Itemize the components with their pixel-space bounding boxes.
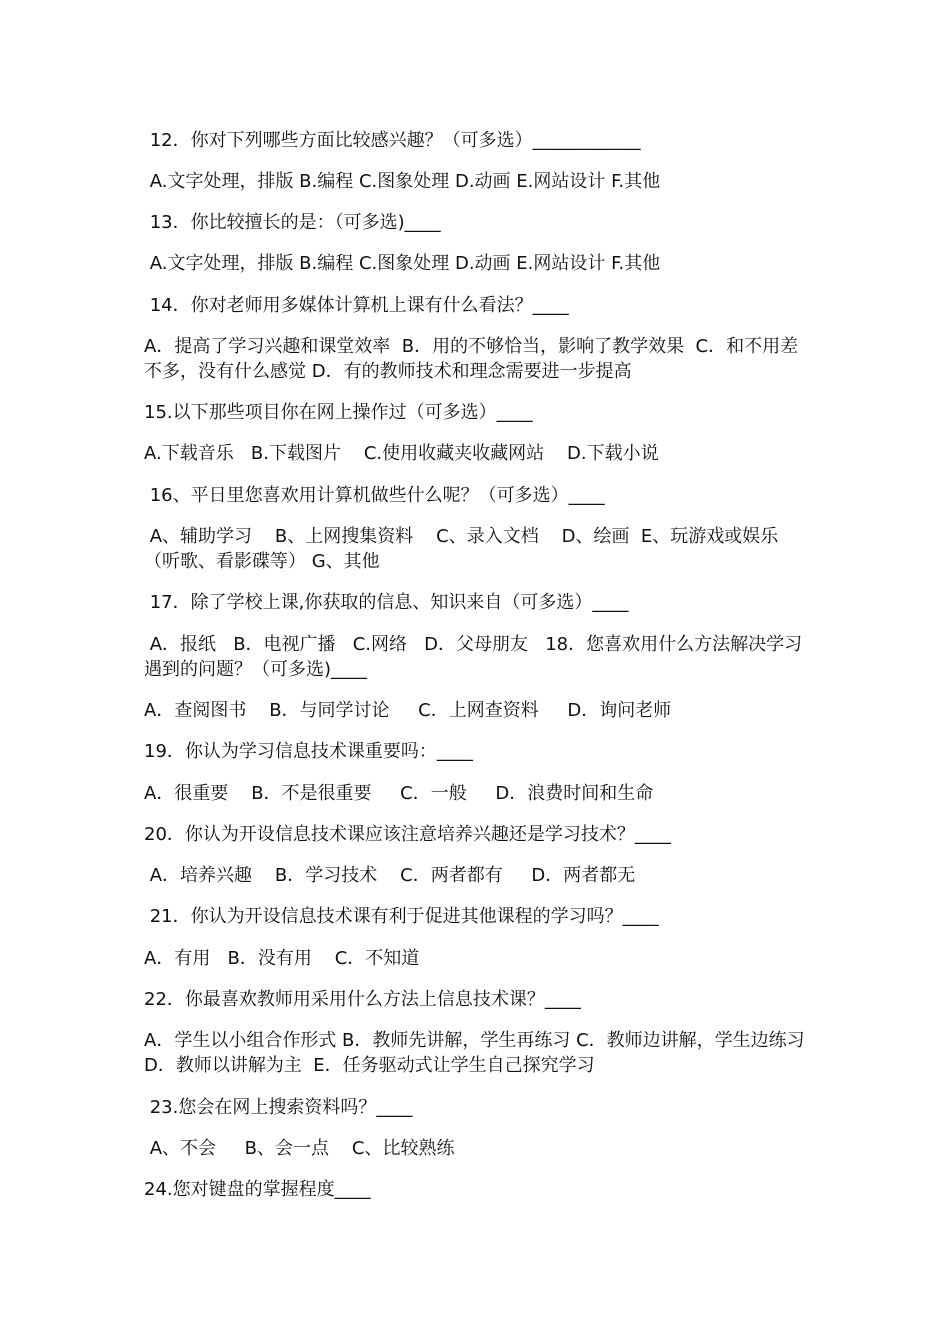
options-16: A、辅助学习 B、上网搜集资料 C、录入文档 D、绘画 E、玩游戏或娱乐（听歌、看影碟等） G、其他 [144,526,779,572]
question-19: 19．你认为学习信息技术课重要吗：____ [144,741,473,762]
options-22: A．学生以小组合作形式 B．教师先讲解，学生再练习 C．教师边讲解，学生边练习 D．教师以讲解为主 E．任务驱动式让学生自己探究学习 [144,1030,811,1076]
question-22: 22．你最喜欢教师用采用什么方法上信息技术课？____ [144,989,581,1010]
options-14: A．提高了学习兴趣和课堂效率 B．用的不够恰当，影响了教学效果 C．和不用差不多，没有什么感觉 D．有的教师技术和理念需要进一步提高 [144,336,799,382]
question-13: 13．你比较擅长的是：（可多选)____ [144,212,441,233]
question-14: 14．你对老师用多媒体计算机上课有什么看法？____ [144,295,569,316]
question-16: 16、平日里您喜欢用计算机做些什么呢？（可多选）____ [144,485,605,506]
options-19: A．很重要 B．不是很重要 C．一般 D．浪费时间和生命 [144,783,654,804]
options-21: A．有用 B．没有用 C．不知道 [144,948,420,969]
options-15: A.下载音乐 B.下载图片 C.使用收藏夹收藏网站 D.下载小说 [144,443,659,464]
question-24: 24.您对键盘的掌握程度____ [144,1179,371,1200]
options-18: A．查阅图书 B．与同学讨论 C．上网查资料 D．询问老师 [144,700,672,721]
question-23: 23.您会在网上搜索资料吗？____ [144,1097,413,1118]
question-17: 17．除了学校上课,你获取的信息、知识来自（可多选）____ [144,592,629,613]
options-12: A.文字处理，排版 B.编程 C.图象处理 D.动画 E.网站设计 F.其他 [144,171,661,192]
options-20: A．培养兴趣 B．学习技术 C．两者都有 D．两者都无 [144,865,636,886]
question-20: 20．你认为开设信息技术课应该注意培养兴趣还是学习技术？____ [144,824,671,845]
options-17-question-18: A．报纸 B．电视广播 C.网络 D．父母朋友 18．您喜欢用什么方法解决学习遇到的问题？（可多选)____ [144,634,803,680]
question-12: 12．你对下列哪些方面比较感兴趣？（可多选）____________ [144,130,641,151]
question-15: 15.以下那些项目你在网上操作过（可多选）____ [144,402,533,423]
options-13: A.文字处理，排版 B.编程 C.图象处理 D.动画 E.网站设计 F.其他 [144,253,661,274]
options-23: A、不会 B、会一点 C、比较熟练 [144,1138,455,1159]
question-21: 21．你认为开设信息技术课有利于促进其他课程的学习吗？____ [144,906,659,927]
